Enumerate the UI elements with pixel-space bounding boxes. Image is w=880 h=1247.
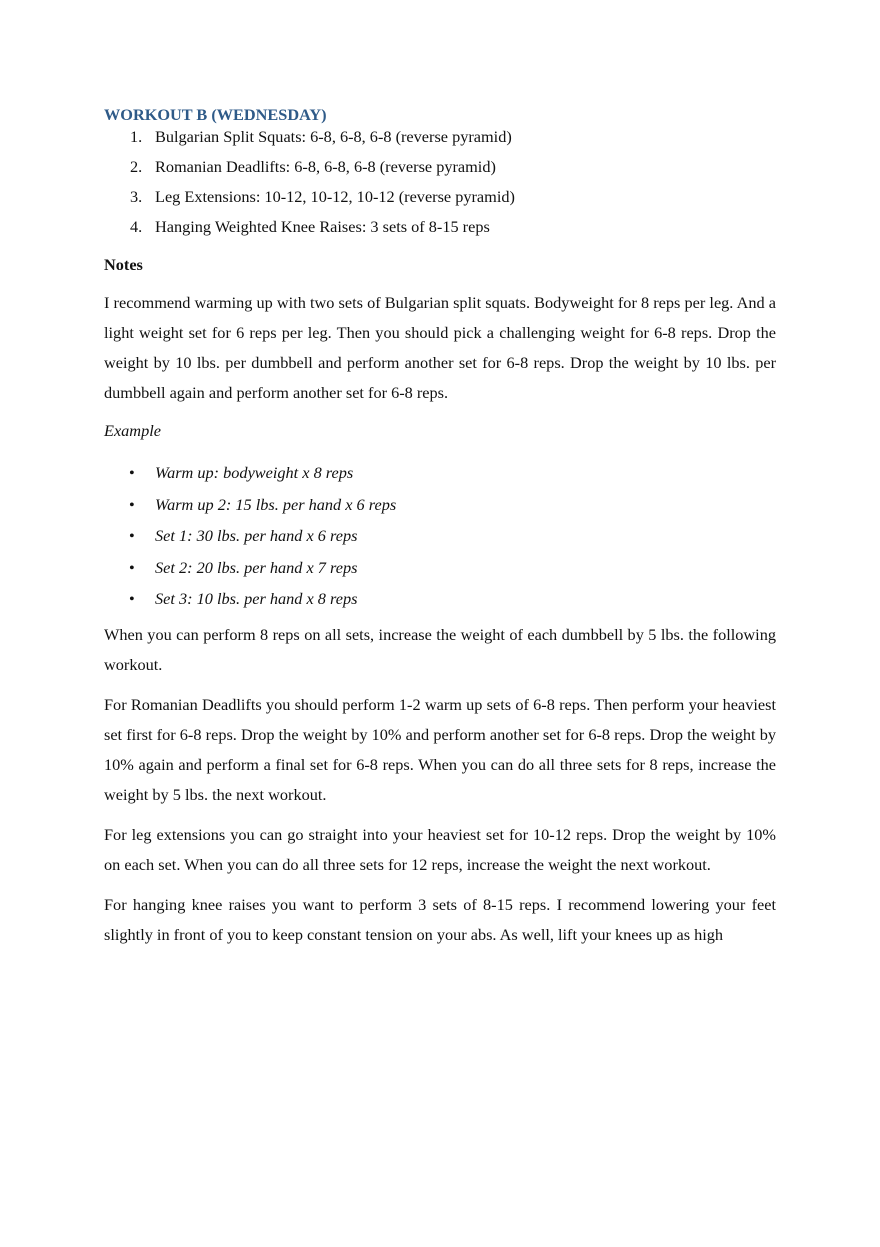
section-heading: WORKOUT B (WEDNESDAY) [104,105,327,124]
bullet-icon: • [129,557,135,577]
paragraph-romanian-deadlifts: For Romanian Deadlifts you should perform 1-2 warm up sets of 6-8 reps. Then perform your heaviest set first for 6-8 reps. Drop the weight by 10% and perform another set for 6-8 reps. Drop the weight by 10% again and perform a final set for 6-8 reps. When you can do all three sets for 8 reps, increase the weight by 5 lbs. the next workout. [104,695,776,805]
bullet-icon: • [129,494,135,514]
list-item [104,525,776,547]
list-item [104,126,776,148]
list-item-text: Romanian Deadlifts: 6-8, 6-8, 6-8 (reverse pyramid) [155,157,496,176]
exercise-list [104,126,776,238]
list-item [104,588,776,610]
example-list [104,462,776,610]
paragraph-progression: When you can perform 8 reps on all sets, increase the weight of each dumbbell by 5 lbs. the following workout. [104,625,776,675]
list-item [104,156,776,178]
list-number: 1. [130,127,143,146]
bullet-icon: • [129,463,135,482]
list-item-text: Set 1: 30 lbs. per hand x 6 reps [155,526,358,546]
paragraph-knee-raises: For hanging knee raises you want to perform 3 sets of 8-15 reps. I recommend lowering your feet slightly in front of you to keep constant tension on your abs. As well, lift your knees up as high [104,895,776,945]
list-item [104,494,776,516]
document-page [104,104,776,950]
list-item [104,462,776,484]
list-item-text: Set 3: 10 lbs. per hand x 8 reps [155,589,358,609]
list-item-text: Leg Extensions: 10-12, 10-12, 10-12 (reverse pyramid) [155,187,515,206]
bullet-icon: • [129,526,135,546]
example-title: Example [104,421,161,440]
list-item-text: Set 2: 20 lbs. per hand x 7 reps [155,557,358,577]
list-number: 4. [130,217,143,236]
notes-title: Notes [104,255,143,274]
list-number: 2. [130,157,143,176]
list-item-text: Warm up: bodyweight x 8 reps [155,463,354,482]
list-number: 3. [130,187,143,206]
paragraph-warmup: I recommend warming up with two sets of Bulgarian split squats. Bodyweight for 8 reps per leg. And a light weight set for 6 reps per leg. Then you should pick a challenging weight for 6-8 reps. Drop the weight by 10 lbs. per dumbbell and perform another set for 6-8 reps. Drop the weight by 10 lbs. per dumbbell again and perform another set for 6-8 reps. [104,293,776,402]
list-item-text: Warm up 2: 15 lbs. per hand x 6 reps [155,494,397,514]
list-item [104,216,776,238]
list-item-text: Bulgarian Split Squats: 6-8, 6-8, 6-8 (reverse pyramid) [155,127,512,146]
list-item [104,186,776,208]
list-item-text: Hanging Weighted Knee Raises: 3 sets of 8-15 reps [155,217,490,236]
list-item [104,557,776,579]
paragraph-leg-extensions: For leg extensions you can go straight into your heaviest set for 10-12 reps. Drop the weight by 10% on each set. When you can do all three sets for 12 reps, increase the weight the next workout. [104,825,776,875]
bullet-icon: • [129,589,135,609]
